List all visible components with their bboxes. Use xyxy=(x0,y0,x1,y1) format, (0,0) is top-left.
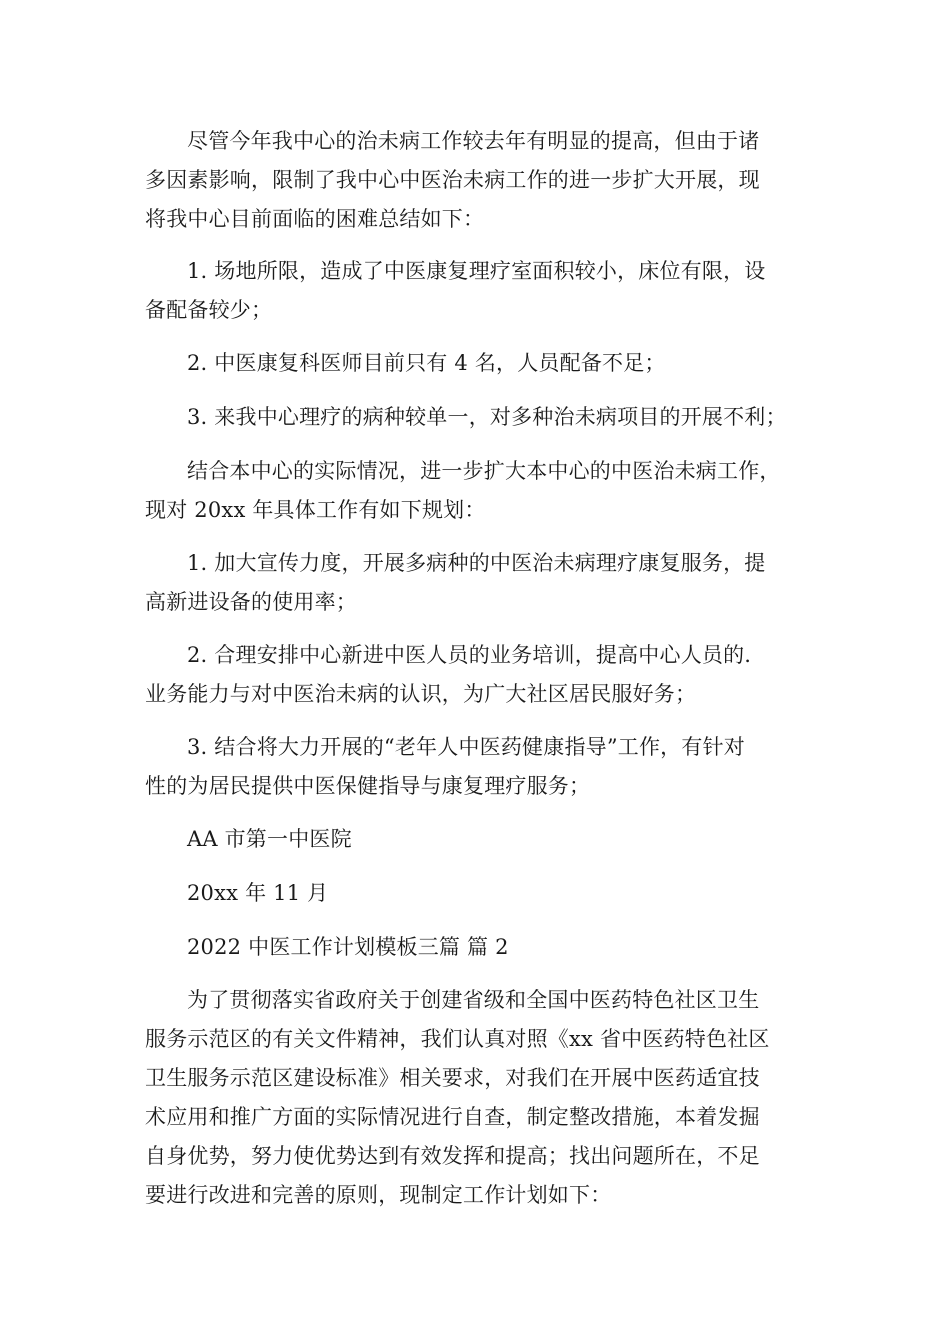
paragraph-line: 自身优势，努力使优势达到有效发挥和提高；找出问题所在，不足 xyxy=(145,1144,760,1168)
list-item-line: 性的为居民提供中医保健指导与康复理疗服务； xyxy=(145,774,591,798)
paragraph-line: 卫生服务示范区建设标准》相关要求，对我们在开展中医药适宜技 xyxy=(145,1066,760,1090)
list-item-line: 备配备较少； xyxy=(145,298,273,322)
paragraph-line: 尽管今年我中心的治未病工作较去年有明显的提高，但由于诸 xyxy=(187,129,760,153)
list-item-line: 2. 中医康复科医师目前只有 4 名，人员配备不足； xyxy=(187,351,666,375)
list-item-line: 3. 结合将大力开展的“老年人中医药健康指导”工作，有针对 xyxy=(187,735,745,759)
list-item-line: 业务能力与对中医治未病的认识，为广大社区居民服好务； xyxy=(145,682,697,706)
list-item-line: 高新进设备的使用率； xyxy=(145,590,357,614)
list-item-line: 1. 场地所限，造成了中医康复理疗室面积较小，床位有限，设 xyxy=(187,259,766,283)
signature-date: 20xx 年 11 月 xyxy=(187,881,329,905)
paragraph-line: 多因素影响，限制了我中心中医治未病工作的进一步扩大开展，现 xyxy=(145,168,760,192)
paragraph-line: 结合本中心的实际情况，进一步扩大本中心的中医治未病工作， xyxy=(187,459,781,483)
paragraph-line: 服务示范区的有关文件精神，我们认真对照《xx 省中医药特色社区 xyxy=(145,1027,770,1051)
list-item-line: 3. 来我中心理疗的病种较单一，对多种治未病项目的开展不利； xyxy=(187,405,787,429)
paragraph-line: 术应用和推广方面的实际情况进行自查，制定整改措施，本着发掘 xyxy=(145,1105,760,1129)
signature-org: AA 市第一中医院 xyxy=(187,827,352,851)
list-item-line: 1. 加大宣传力度，开展多病种的中医治未病理疗康复服务，提 xyxy=(187,551,766,575)
paragraph-line: 为了贯彻落实省政府关于创建省级和全国中医药特色社区卫生 xyxy=(187,988,760,1012)
paragraph-line: 将我中心目前面临的困难总结如下： xyxy=(145,207,485,231)
paragraph-line: 要进行改进和完善的原则，现制定工作计划如下： xyxy=(145,1183,612,1207)
section-title: 2022 中医工作计划模板三篇 篇 2 xyxy=(187,935,509,959)
list-item-line: 2. 合理安排中心新进中医人员的业务培训，提高中心人员的. xyxy=(187,643,752,667)
paragraph-line: 现对 20xx 年具体工作有如下规划： xyxy=(145,498,486,522)
